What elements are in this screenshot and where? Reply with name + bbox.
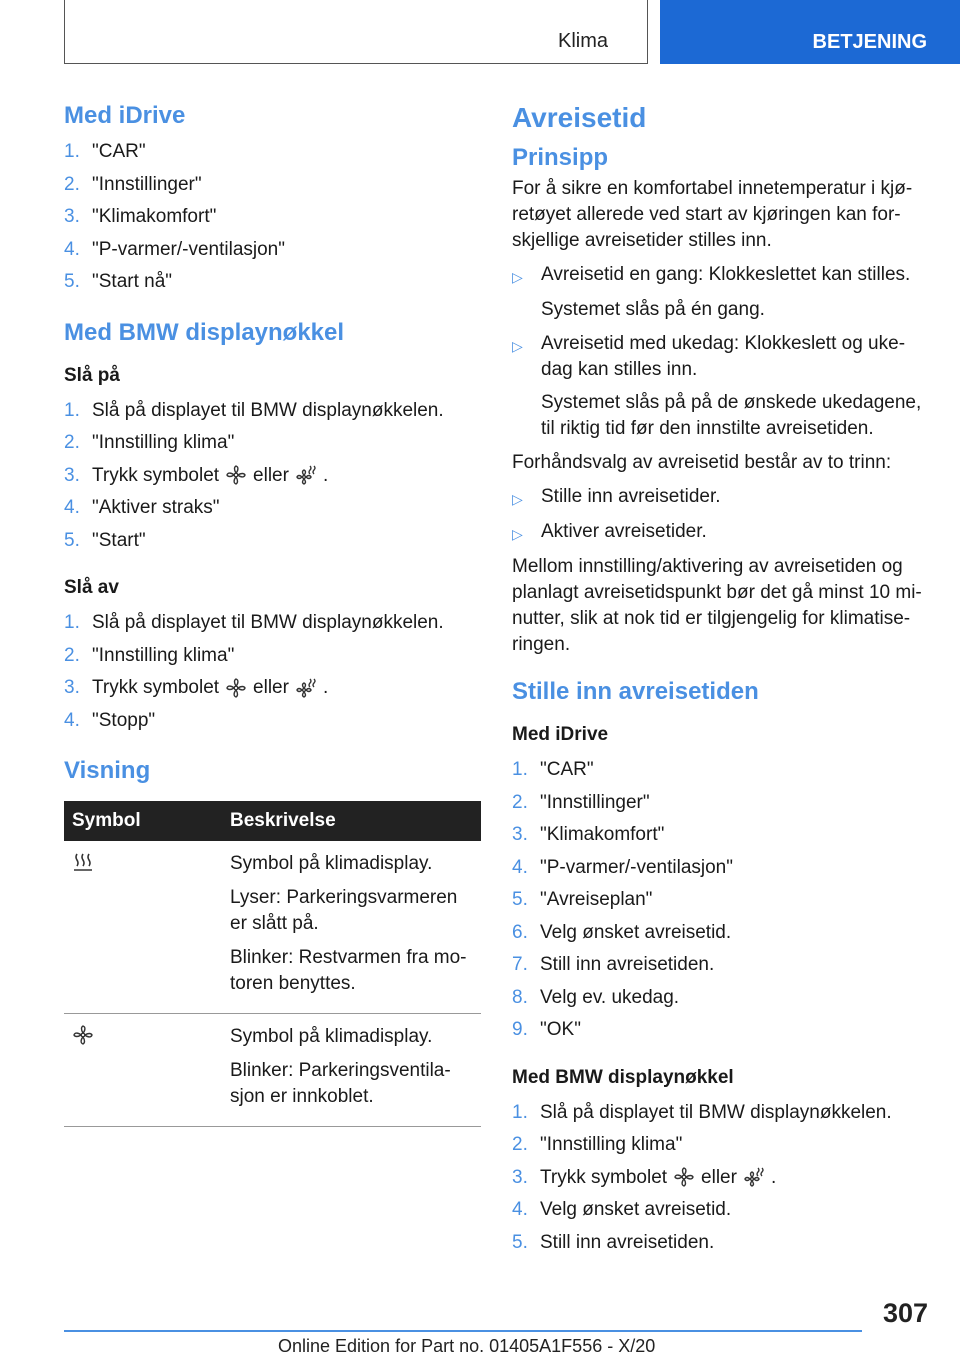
table-row — [64, 841, 481, 1014]
step-text: Still inn avreisetiden. — [540, 1231, 715, 1253]
list-item — [512, 787, 930, 820]
step-number: 5. — [512, 889, 528, 910]
set-key-label: Med BMW displaynøkkel — [512, 1066, 734, 1088]
list-item — [64, 395, 481, 428]
step-text: Velg ønsket avreisetid. — [540, 921, 732, 943]
page-title: Avreisetid — [512, 102, 647, 133]
heat-waves-icon — [72, 851, 94, 873]
step-number: 3. — [64, 206, 80, 227]
step-text-part: Trykk symbolet — [540, 1166, 668, 1188]
desc-text: Blinker: Parkeringsventila-sjon er innkoblet. — [230, 1060, 451, 1107]
preselection-text: Forhåndsvalg av avreisetid består av to trinn: — [512, 452, 892, 473]
step-text: "Innstilling klima" — [92, 432, 235, 453]
desc-text: Lyser: Parkeringsvarmeren er slått på. — [230, 887, 458, 934]
step-number: 3. — [512, 824, 528, 845]
triangle-bullet-icon: ▷ — [512, 491, 523, 507]
list-item — [64, 672, 481, 705]
on-label: Slå på — [64, 364, 120, 386]
step-number: 7. — [512, 954, 528, 975]
footer-edition: Online Edition for Part no. 01405A1F556 - X/20 — [278, 1336, 656, 1356]
fan-icon — [673, 1166, 695, 1188]
right-column — [512, 100, 930, 1277]
bullet-text: Avreisetid en gang: Klokkeslettet kan stilles. — [541, 264, 911, 285]
list-item — [512, 754, 930, 787]
step-number: 1. — [64, 612, 80, 633]
step-text: Slå på displayet til BMW displaynøkkelen. — [540, 1101, 892, 1123]
step-number: 3. — [512, 1166, 528, 1188]
step-text: "OK" — [540, 1019, 581, 1040]
step-text: Velg ønsket avreisetid. — [540, 1199, 732, 1220]
list-item — [64, 607, 481, 640]
list-item — [512, 1162, 930, 1195]
list-item — [512, 917, 930, 950]
step-text-part: Trykk symbolet — [92, 677, 220, 698]
step-text: "Innstillinger" — [540, 791, 650, 813]
list-item — [512, 1227, 930, 1260]
heat-fan-icon — [295, 464, 317, 486]
step-text: "Stopp" — [92, 709, 156, 731]
step-text: "Start" — [92, 529, 146, 551]
fan-icon — [72, 1024, 94, 1046]
departure-types-list — [512, 262, 930, 290]
list-item — [64, 705, 481, 738]
fan-icon — [225, 464, 247, 486]
step-text: "Innstilling klima" — [92, 644, 235, 666]
step-number: 2. — [512, 1134, 528, 1155]
list-item — [64, 201, 481, 234]
list-item — [512, 1097, 930, 1130]
bullet-subtext: Systemet slås på på de ønskede ukedagene, til riktig tid før den innstilte avreisetiden. — [541, 392, 922, 439]
step-text-part: eller — [253, 677, 289, 698]
departure-types-list-2 — [512, 331, 930, 383]
on-steps — [64, 395, 481, 558]
step-text: "Start nå" — [92, 271, 173, 292]
step-text: "Klimakomfort" — [92, 206, 217, 227]
idrive-heading: Med iDrive — [64, 102, 186, 129]
step-text-part: eller — [701, 1166, 737, 1188]
set-idrive-label: Med iDrive — [512, 724, 609, 745]
header-section-title: Klima — [558, 30, 609, 52]
triangle-bullet-icon: ▷ — [512, 338, 523, 354]
step-text: Slå på displayet til BMW displaynøkkelen. — [92, 399, 444, 421]
step-text: "P-varmer/-ventilasjon" — [540, 856, 733, 878]
step-number: 4. — [64, 709, 80, 731]
step-number: 2. — [64, 173, 80, 195]
step-text-part: Trykk symbolet — [92, 464, 220, 486]
fan-icon — [225, 677, 247, 699]
list-item — [512, 949, 930, 982]
step-number: 4. — [512, 1199, 528, 1220]
step-text: "Innstilling klima" — [540, 1134, 683, 1155]
step-text — [540, 1162, 776, 1195]
list-item — [512, 331, 930, 383]
list-item — [64, 640, 481, 673]
left-column — [64, 100, 481, 1127]
list-item — [512, 1129, 930, 1162]
bullet-text: Aktiver avreisetider. — [541, 521, 707, 542]
desc-cell — [222, 1014, 481, 1127]
step-number: 2. — [64, 644, 80, 666]
list-item — [512, 884, 930, 917]
list-item — [512, 519, 930, 547]
heat-fan-icon — [743, 1166, 765, 1188]
step-number: 1. — [64, 141, 80, 162]
step-text-part: eller — [253, 464, 289, 486]
list-item — [64, 460, 481, 493]
step-number: 2. — [512, 791, 528, 813]
list-item — [64, 169, 481, 202]
table-header-row — [64, 801, 481, 841]
list-item — [512, 982, 930, 1015]
set-idrive-steps — [512, 754, 930, 1047]
idrive-steps — [64, 136, 481, 299]
timing-note: Mellom innstilling/aktivering av avreisetiden og planlagt avreisetidspunkt bør det gå minst 10 mi-nutter, slik at nok tid er tilgjengelig for klimatise-ringen. — [512, 556, 922, 655]
heat-fan-icon — [295, 677, 317, 699]
symbol-table — [64, 801, 481, 1127]
bullet-text: Stille inn avreisetider. — [541, 486, 721, 507]
visning-heading: Visning — [64, 757, 151, 784]
off-steps — [64, 607, 481, 737]
step-text: "Innstillinger" — [92, 173, 202, 195]
step-text: "CAR" — [92, 141, 146, 162]
triangle-bullet-icon: ▷ — [512, 526, 523, 542]
step-number: 4. — [512, 856, 528, 878]
desc-text: Blinker: Restvarmen fra mo-toren benyttes. — [230, 947, 467, 994]
list-item — [512, 262, 930, 290]
step-text: "P-varmer/-ventilasjon" — [92, 238, 285, 260]
list-item — [512, 1194, 930, 1227]
step-number: 1. — [512, 1101, 528, 1123]
off-label: Slå av — [64, 577, 119, 598]
footer-divider — [64, 1330, 862, 1332]
step-number: 5. — [64, 271, 80, 292]
step-number: 4. — [64, 497, 80, 518]
list-item — [512, 484, 930, 512]
col-desc-header: Beskrivelse — [222, 801, 481, 841]
principle-intro: For å sikre en komfortabel innetemperatur i kjø-retøyet allerede ved start av kjøringen kan for-skjellige avreisetider stilles inn. — [512, 178, 913, 251]
bullet-subtext: Systemet slås på én gang. — [541, 299, 765, 320]
step-text-part: . — [322, 464, 329, 486]
bullet-text: Avreisetid med ukedag: Klokkeslett og uke-dag kan stilles inn. — [541, 333, 906, 380]
step-text-part: . — [770, 1166, 777, 1188]
step-number: 6. — [512, 921, 528, 943]
step-text — [92, 460, 328, 493]
list-item — [64, 266, 481, 299]
key-heading: Med BMW displaynøkkel — [64, 318, 345, 346]
step-text: "Aktiver straks" — [92, 497, 220, 518]
step-number: 3. — [64, 464, 80, 486]
desc-text: Symbol på klimadisplay. — [230, 1026, 433, 1047]
step-number: 5. — [512, 1231, 528, 1253]
list-item — [512, 852, 930, 885]
step-number: 2. — [64, 432, 80, 453]
symbol-cell — [64, 841, 222, 1014]
symbol-cell — [64, 1014, 222, 1127]
step-text-part: . — [322, 677, 329, 698]
principle-heading: Prinsipp — [512, 144, 609, 171]
step-number: 8. — [512, 986, 528, 1008]
step-text: Still inn avreisetiden. — [540, 954, 715, 975]
step-number: 1. — [512, 759, 528, 780]
list-item — [64, 492, 481, 525]
table-row — [64, 1014, 481, 1127]
header-chapter-label: BETJENING — [812, 30, 927, 53]
header-chapter-tab — [660, 0, 960, 64]
set-key-steps — [512, 1097, 930, 1260]
step-text — [92, 672, 328, 705]
step-number: 1. — [64, 399, 80, 421]
desc-cell — [222, 841, 481, 1014]
step-text: Slå på displayet til BMW displaynøkkelen. — [92, 612, 444, 633]
list-item — [64, 234, 481, 267]
step-text: "CAR" — [540, 759, 594, 780]
list-item — [64, 136, 481, 169]
list-item — [512, 1014, 930, 1047]
step-text: Velg ev. ukedag. — [540, 986, 680, 1008]
step-number: 4. — [64, 238, 80, 260]
col-symbol-header: Symbol — [64, 801, 222, 841]
set-heading: Stille inn avreisetiden — [512, 678, 759, 705]
page-number: 307 — [882, 1298, 928, 1328]
step-number: 5. — [64, 529, 80, 551]
triangle-bullet-icon: ▷ — [512, 269, 523, 285]
steps-bullets — [512, 484, 930, 547]
list-item — [64, 427, 481, 460]
step-text: "Klimakomfort" — [540, 824, 665, 845]
step-number: 9. — [512, 1019, 528, 1040]
list-item — [512, 819, 930, 852]
desc-text: Symbol på klimadisplay. — [230, 853, 433, 874]
list-item — [64, 525, 481, 558]
step-text: "Avreiseplan" — [540, 889, 653, 910]
step-number: 3. — [64, 677, 80, 698]
